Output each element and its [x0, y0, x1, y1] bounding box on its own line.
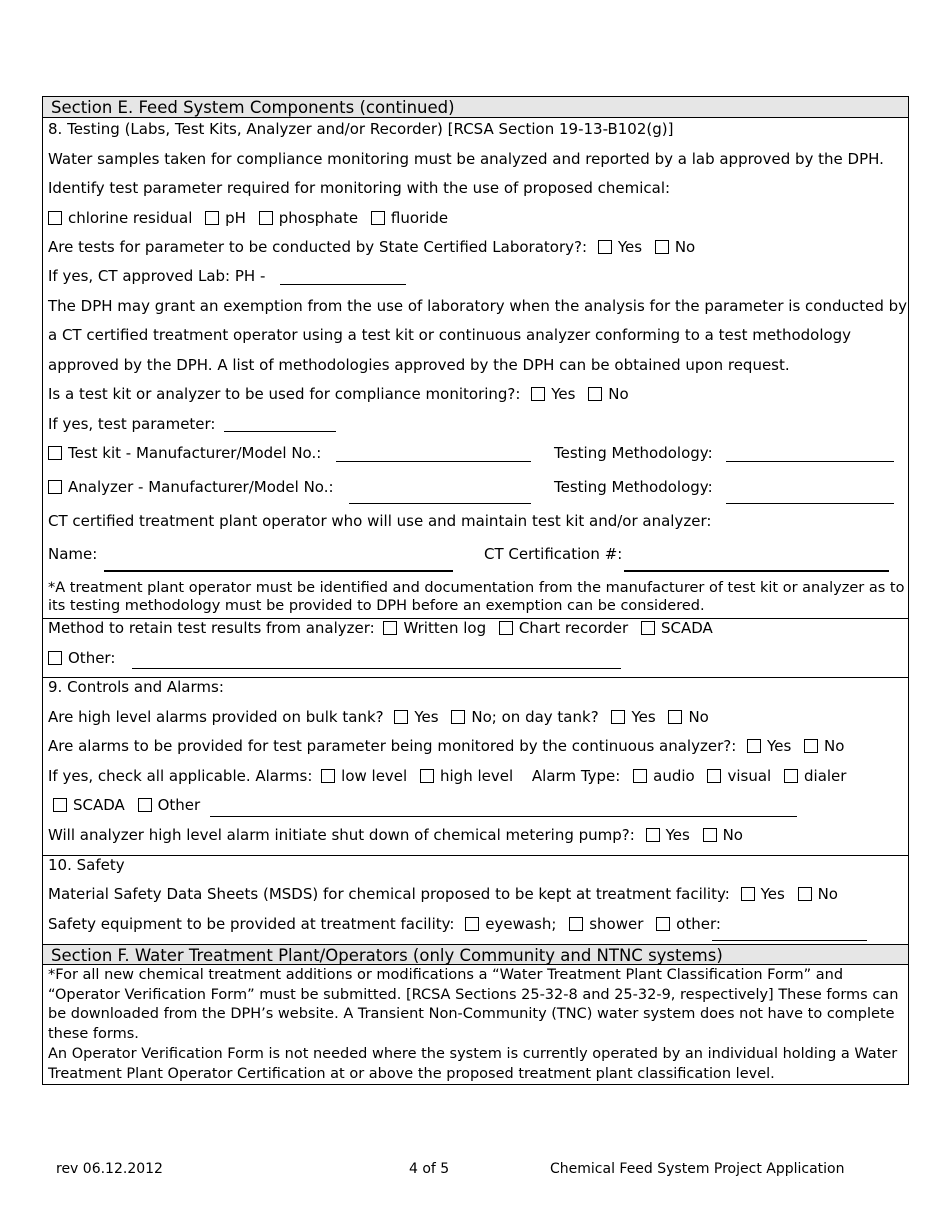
name-field[interactable] — [104, 570, 453, 572]
operator-note: *A treatment plant operator must be identified and documentation from the manufacturer of test kit or analyzer as to its testing methodology must be provided to DPH before an exemption can be considered. — [48, 580, 905, 614]
state-lab-no-label: No — [674, 238, 696, 256]
msds-row — [48, 885, 838, 903]
msds-no-label: No — [817, 885, 838, 903]
fluoride-checkbox[interactable] — [371, 211, 385, 225]
shutdown-question: Will analyzer high level alarm initiate shut down of chemical metering pump?: — [48, 826, 635, 844]
analyzer-alarm-yes-checkbox[interactable] — [747, 739, 761, 753]
dialer-label: dialer — [804, 767, 847, 785]
state-lab-row — [48, 238, 695, 256]
section-f-para1: *For all new chemical treatment additions or modifications a “Water Treatment Plant Classification Form” and “Operator Verification Form” must be submitted. [RCSA Sections 25-32-8 and 25-32-9, respectively] These forms can be downloaded from the DPH’s website. A Transient Non-Community (TNC) water system does not have to complete these forms. — [48, 967, 899, 1042]
chlorine-label: chlorine residual — [68, 209, 193, 227]
test-kit-row — [48, 444, 321, 462]
equip-other-field[interactable] — [712, 940, 867, 941]
chart-recorder-checkbox[interactable] — [499, 621, 513, 635]
equip-other-checkbox[interactable] — [656, 917, 670, 931]
scada-alarm-label: SCADA — [73, 796, 125, 814]
low-level-label: low level — [341, 767, 408, 785]
chart-recorder-label: Chart recorder — [518, 619, 629, 637]
bulk-no-checkbox[interactable] — [451, 710, 465, 724]
exemption-line2: a CT certified treatment operator using a test kit or continuous analyzer conforming to a test methodology — [48, 326, 852, 344]
divider-q10 — [43, 855, 908, 856]
name-label: Name: — [48, 545, 98, 563]
kit-question-row — [48, 385, 629, 403]
audio-checkbox[interactable] — [633, 769, 647, 783]
high-level-checkbox[interactable] — [420, 769, 434, 783]
day-yes-label: Yes — [631, 708, 656, 726]
alarm-other-checkbox[interactable] — [138, 798, 152, 812]
day-tank-question: No; on day tank? — [471, 708, 599, 726]
test-parameter-field[interactable] — [224, 431, 336, 432]
test-kit-methodology-label: Testing Methodology: — [554, 444, 713, 462]
chlorine-checkbox[interactable] — [48, 211, 62, 225]
kit-yes-label: Yes — [551, 385, 576, 403]
written-log-label: Written log — [403, 619, 487, 637]
scada-retain-checkbox[interactable] — [641, 621, 655, 635]
exemption-line3: approved by the DPH. A list of methodologies approved by the DPH can be obtained upon request. — [48, 356, 790, 374]
scada-retain-label: SCADA — [660, 619, 713, 637]
alarms-check-row — [48, 767, 846, 785]
alarm-other-field[interactable] — [210, 816, 797, 817]
kit-question: Is a test kit or analyzer to be used for compliance monitoring?: — [48, 385, 521, 403]
msds-question: Material Safety Data Sheets (MSDS) for chemical proposed to be kept at treatment facility: — [48, 885, 730, 903]
day-no-label: No — [688, 708, 709, 726]
state-lab-no-checkbox[interactable] — [655, 240, 669, 254]
shutdown-yes-checkbox[interactable] — [646, 828, 660, 842]
state-lab-yes-checkbox[interactable] — [598, 240, 612, 254]
section-f-header — [43, 944, 908, 965]
retain-other-checkbox[interactable] — [48, 651, 62, 665]
bulk-yes-label: Yes — [414, 708, 439, 726]
test-kit-checkbox[interactable] — [48, 446, 62, 460]
shutdown-yes-label: Yes — [665, 826, 690, 844]
alarm-type-label: Alarm Type: — [531, 767, 621, 785]
q8-line2: Identify test parameter required for monitoring with the use of proposed chemical: — [48, 179, 671, 197]
test-parameter-label: If yes, test parameter: — [48, 415, 216, 433]
section-f-title: Section F. Water Treatment Plant/Operators (only Community and NTNC systems) — [51, 946, 723, 965]
kit-yes-checkbox[interactable] — [531, 387, 545, 401]
analyzer-alarm-no-checkbox[interactable] — [804, 739, 818, 753]
operator-line: CT certified treatment plant operator who will use and maintain test kit and/or analyzer: — [48, 512, 712, 530]
state-lab-question: Are tests for parameter to be conducted by State Certified Laboratory?: — [48, 238, 588, 256]
section-e-header — [43, 97, 908, 118]
fluoride-label: fluoride — [390, 209, 449, 227]
analyzer-alarm-yes-label: Yes — [767, 737, 792, 755]
scada-alarm-checkbox[interactable] — [53, 798, 67, 812]
analyzer-model-field[interactable] — [349, 503, 531, 504]
scada-other-row — [53, 796, 200, 814]
q8-heading: 8. Testing (Labs, Test Kits, Analyzer and/or Recorder) [RCSA Section 19-13-B102(g)] — [48, 120, 674, 138]
low-level-checkbox[interactable] — [321, 769, 335, 783]
retain-row — [48, 619, 713, 637]
visual-checkbox[interactable] — [707, 769, 721, 783]
safety-equip-question: Safety equipment to be provided at treatment facility: — [48, 915, 455, 933]
phosphate-checkbox[interactable] — [259, 211, 273, 225]
alarms-check-label: If yes, check all applicable. Alarms: — [48, 767, 313, 785]
q9-heading: 9. Controls and Alarms: — [48, 678, 224, 696]
kit-no-label: No — [608, 385, 629, 403]
analyzer-methodology-label: Testing Methodology: — [554, 478, 713, 496]
day-no-checkbox[interactable] — [668, 710, 682, 724]
analyzer-checkbox[interactable] — [48, 480, 62, 494]
dialer-checkbox[interactable] — [784, 769, 798, 783]
footer-revision: rev 06.12.2012 — [56, 1161, 163, 1177]
msds-yes-checkbox[interactable] — [741, 887, 755, 901]
safety-equip-row — [48, 915, 721, 933]
state-lab-yes-label: Yes — [617, 238, 643, 256]
cert-label: CT Certification #: — [484, 545, 623, 563]
visual-label: visual — [727, 767, 772, 785]
ph-label: pH — [225, 209, 246, 227]
kit-no-checkbox[interactable] — [588, 387, 602, 401]
equip-other-label: other: — [676, 915, 721, 933]
audio-label: audio — [653, 767, 695, 785]
day-yes-checkbox[interactable] — [611, 710, 625, 724]
section-f-para2: An Operator Verification Form is not needed where the system is currently operated by an individual holding a Water Treatment Plant Operator Certification at or above the proposed treatment plant classification level. — [48, 1046, 898, 1082]
footer-document-title: Chemical Feed System Project Application — [550, 1161, 845, 1177]
analyzer-row — [48, 478, 334, 496]
q8-line1: Water samples taken for compliance monitoring must be analyzed and reported by a lab approved by the DPH. — [48, 150, 884, 168]
msds-no-checkbox[interactable] — [798, 887, 812, 901]
msds-yes-label: Yes — [760, 885, 785, 903]
test-kit-label: Test kit - Manufacturer/Model No.: — [68, 444, 322, 462]
retain-other-label: Other: — [68, 649, 116, 667]
analyzer-alarm-row — [48, 737, 844, 755]
high-level-label: high level — [440, 767, 514, 785]
analyzer-label: Analyzer - Manufacturer/Model No.: — [68, 478, 334, 496]
retain-other-row — [48, 649, 115, 667]
footer-page-number: 4 of 5 — [409, 1161, 450, 1177]
analyzer-alarm-question: Are alarms to be provided for test parameter being monitored by the continuous analyzer?: — [48, 737, 737, 755]
q10-heading: 10. Safety — [48, 856, 125, 874]
bulk-yes-checkbox[interactable] — [394, 710, 408, 724]
exemption-line1: The DPH may grant an exemption from the use of laboratory when the analysis for the parameter is conducted by — [48, 297, 908, 315]
written-log-checkbox[interactable] — [383, 621, 397, 635]
shutdown-row — [48, 826, 743, 844]
eyewash-label: eyewash; — [485, 915, 557, 933]
ct-lab-label: If yes, CT approved Lab: PH - — [48, 267, 266, 285]
ph-checkbox[interactable] — [205, 211, 219, 225]
shower-label: shower — [589, 915, 644, 933]
shutdown-no-checkbox[interactable] — [703, 828, 717, 842]
form-page — [42, 96, 909, 1085]
analyzer-alarm-no-label: No — [824, 737, 845, 755]
bulk-tank-question: Are high level alarms provided on bulk tank? — [48, 708, 384, 726]
section-e-title: Section E. Feed System Components (continued) — [51, 98, 455, 117]
shower-checkbox[interactable] — [569, 917, 583, 931]
bulk-tank-row — [48, 708, 709, 726]
eyewash-checkbox[interactable] — [465, 917, 479, 931]
cert-field[interactable] — [624, 570, 889, 572]
phosphate-label: phosphate — [278, 209, 359, 227]
shutdown-no-label: No — [722, 826, 743, 844]
alarm-other-label: Other — [157, 796, 201, 814]
retain-other-field[interactable] — [132, 668, 621, 669]
test-kit-model-field[interactable] — [336, 461, 531, 462]
retain-label: Method to retain test results from analyzer: — [48, 619, 375, 637]
param-options — [48, 209, 448, 227]
ct-lab-field[interactable] — [280, 284, 406, 285]
test-kit-methodology-field[interactable] — [726, 461, 894, 462]
analyzer-methodology-field[interactable] — [726, 503, 894, 504]
